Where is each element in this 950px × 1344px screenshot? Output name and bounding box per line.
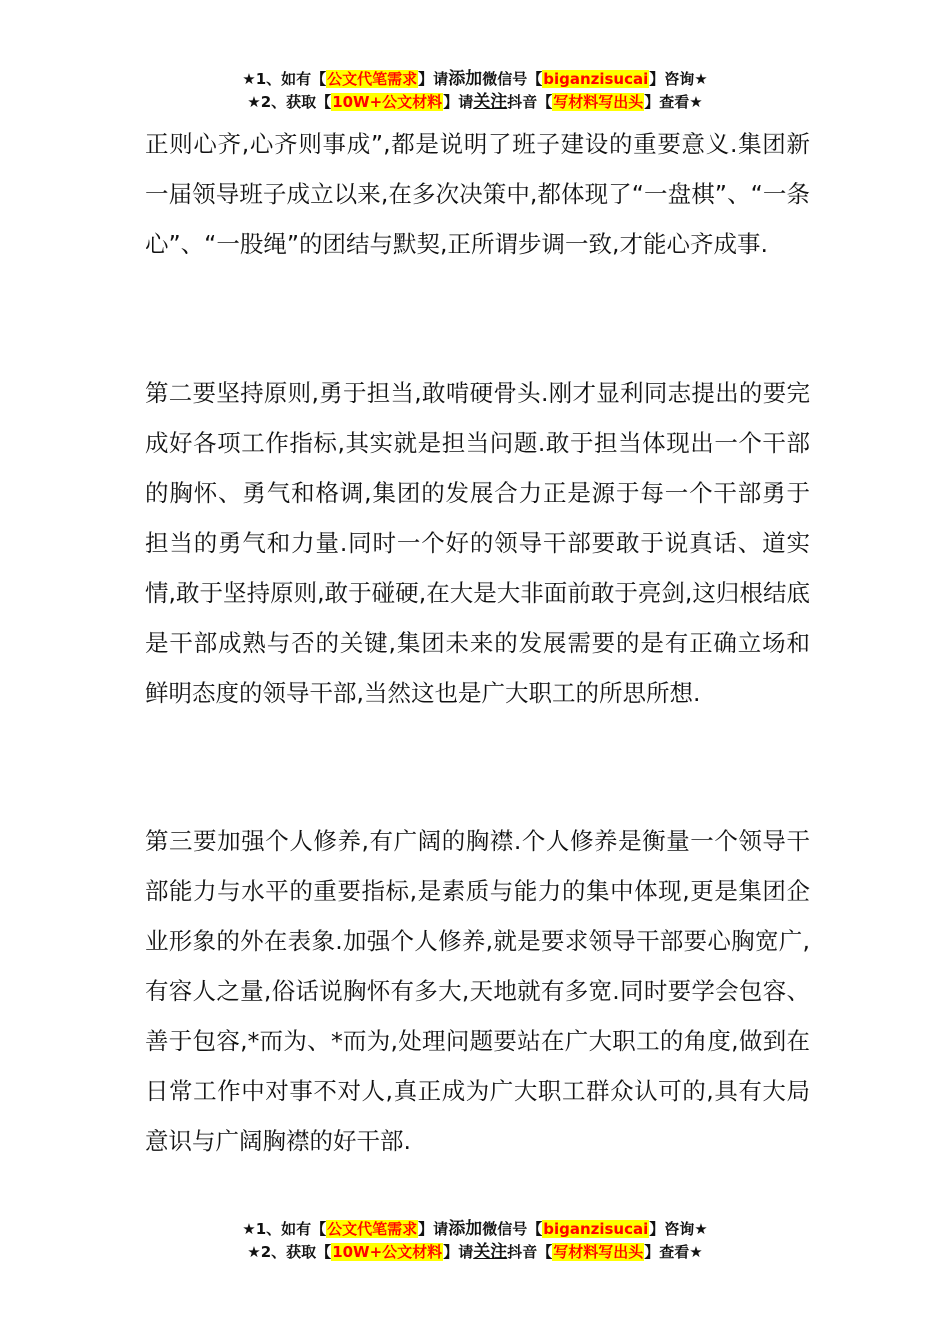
promo-text: 】查看★	[644, 1243, 703, 1261]
highlight-douyin-account: 写材料写出头	[553, 93, 644, 111]
highlight-douyin-account: 写材料写出头	[553, 1243, 644, 1261]
promo-text: ★1、如有【	[242, 70, 327, 88]
body-paragraph-3: 第三要加强个人修养,有广阔的胸襟.个人修养是衡量一个领导干部能力与水平的重要指标,是素质与能力的集中体现,更是集团企业形象的外在表象.加强个人修养,就是要求领导干部要心胸宽广,有容人之量,俗话说胸怀有多大,天地就有多宽.同时要学会包容、善于包容,*而为、*而为,处理问题要站在广大职工的角度,做到在日常工作中对事不对人,真正成为广大职工群众认可的,具有大局意识与广阔胸襟的好干部.	[145, 827, 810, 1155]
promo-line-2	[0, 1241, 950, 1264]
promo-text: ★1、如有【	[242, 1220, 327, 1238]
promo-emphasis: 添加	[448, 69, 483, 89]
promo-text: 】查看★	[644, 93, 703, 111]
highlight-materials: 10W+公文材料	[332, 1243, 443, 1261]
highlight-wechat-id: biganzisucai	[543, 1220, 649, 1238]
promo-line-1	[0, 1218, 950, 1241]
promo-text: 】请	[443, 1243, 474, 1261]
promo-banner-bottom	[0, 1218, 950, 1264]
promo-text: 】请	[418, 1220, 449, 1238]
promo-text: 微信号【	[482, 1220, 543, 1238]
promo-text: 微信号【	[482, 70, 543, 88]
promo-text: 】请	[418, 70, 449, 88]
highlight-wechat-id: biganzisucai	[543, 70, 649, 88]
promo-text: 】请	[443, 93, 474, 111]
promo-text: ★2、获取【	[247, 1243, 332, 1261]
promo-emphasis: 添加	[448, 1219, 483, 1239]
promo-banner-top	[0, 68, 950, 114]
promo-line-2	[0, 91, 950, 114]
body-paragraph-2: 第二要坚持原则,勇于担当,敢啃硬骨头.刚才显利同志提出的要完成好各项工作指标,其实就是担当问题.敢于担当体现出一个干部的胸怀、勇气和格调,集团的发展合力正是源于每一个干部勇于担当的勇气和力量.同时一个好的领导干部要敢于说真话、道实情,敢于坚持原则,敢于碰硬,在大是大非面前敢于亮剑,这归根结底是干部成熟与否的关键,集团未来的发展需要的是有正确立场和鲜明态度的领导干部,当然这也是广大职工的所思所想.	[145, 379, 810, 707]
promo-text: 抖音【	[507, 1243, 553, 1261]
promo-text: 抖音【	[507, 93, 553, 111]
highlight-materials: 10W+公文材料	[332, 93, 443, 111]
promo-text: 】咨询★	[649, 70, 708, 88]
promo-line-1	[0, 68, 950, 91]
highlight-service: 公文代笔需求	[327, 70, 418, 88]
highlight-service: 公文代笔需求	[327, 1220, 418, 1238]
body-paragraph-1: 正则心齐,心齐则事成”,都是说明了班子建设的重要意义.集团新一届领导班子成立以来,在多次决策中,都体现了“一盘棋”、“一条心”、“一股绳”的团结与默契,正所谓步调一致,才能心齐成事.	[145, 130, 810, 258]
promo-text: 】咨询★	[649, 1220, 708, 1238]
promo-emphasis: 关注	[473, 92, 508, 112]
promo-emphasis: 关注	[473, 1242, 508, 1262]
promo-text: ★2、获取【	[247, 93, 332, 111]
